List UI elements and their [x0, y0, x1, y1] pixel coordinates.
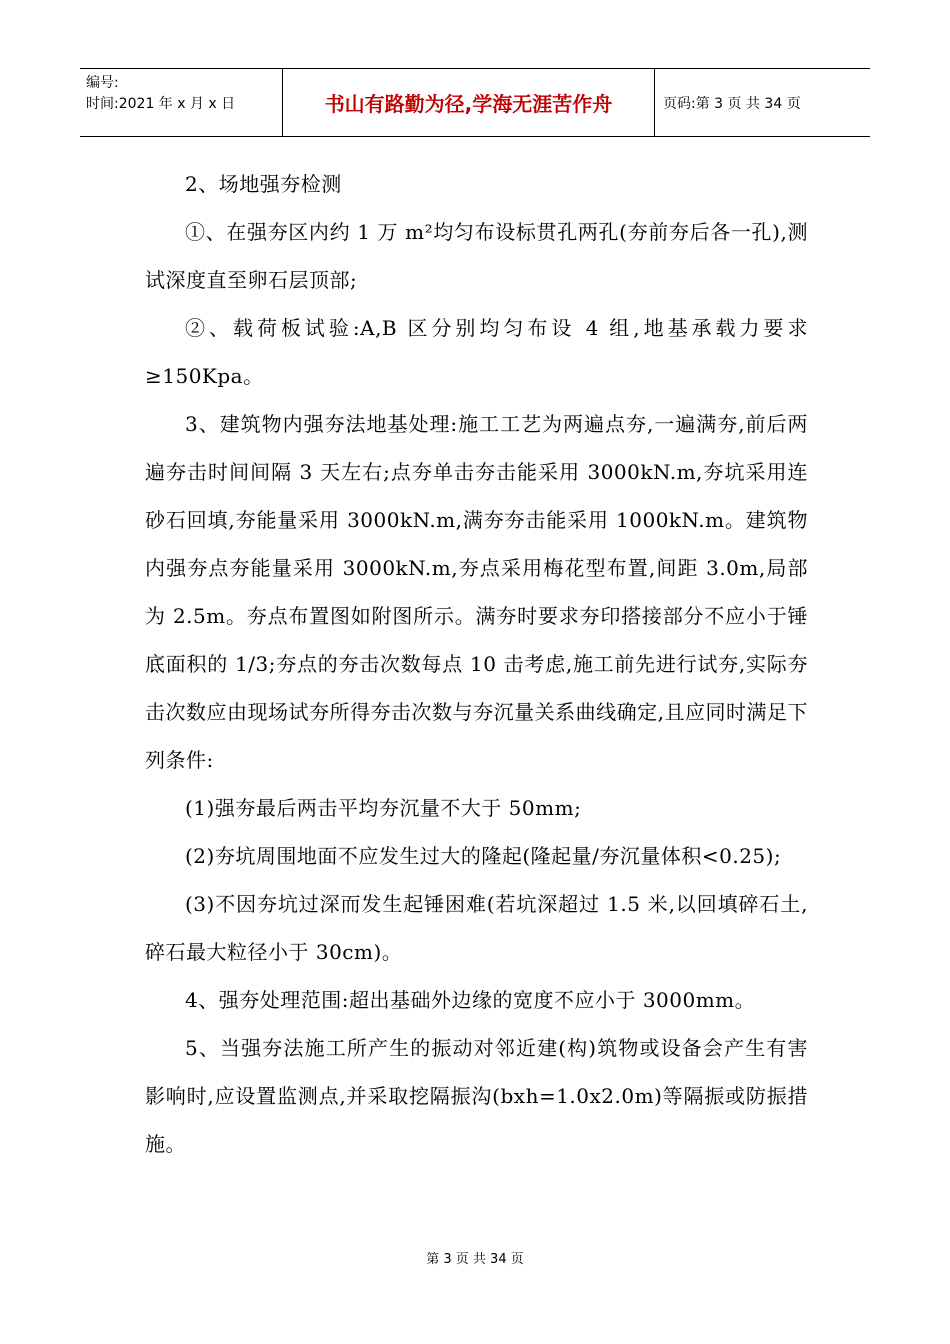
header-left-cell — [80, 69, 283, 136]
header-motto: 书山有路勤为径,学海无涯苦作舟 — [283, 69, 655, 136]
document-date: 时间:2021 年 x 月 x 日 — [86, 96, 236, 112]
paragraph-condition-3: (3)不因夯坑过深而发生起锤困难(若坑深超过 1.5 米,以回填碎石土,碎石最大粒径小于 30cm)。 — [145, 892, 808, 964]
document-code-label: 编号: — [86, 75, 119, 91]
paragraph-condition-2: (2)夯坑周围地面不应发生过大的隆起(隆起量/夯沉量体积<0.25); — [185, 844, 782, 868]
paragraph-section-3: 3、建筑物内强夯法地基处理:施工工艺为两遍点夯,一遍满夯,前后两遍夯击时间间隔 3 天左右;点夯单击夯击能采用 3000kN.m,夯坑采用连砂石回填,夯能量采用 3000kN.m,满夯夯击能采用 1000kN.m。建筑物内强夯点夯能量采用 3000kN.m,夯点采用梅花型布置,间距 3.0m,局部为 2.5m。夯点布置图如附图所示。满夯时要求夯印搭接部分不应小于锤底面积的 1/3;夯点的夯击次数每点 10 击考虑,施工前先进行试夯,实际夯击次数应由现场试夯所得夯击次数与夯沉量关系曲线确定,且应同时满足下列条件: — [145, 412, 808, 772]
paragraph-section-5: 5、当强夯法施工所产生的振动对邻近建(构)筑物或设备会产生有害影响时,应设置监测点,并采取挖隔振沟(bxh=1.0x2.0m)等隔振或防振措施。 — [145, 1036, 808, 1156]
page-footer: 第 3 页 共 34 页 — [426, 1252, 524, 1267]
paragraph-condition-1: (1)强夯最后两击平均夯沉量不大于 50mm; — [185, 796, 582, 820]
paragraph-item-1: ①、在强夯区内约 1 万 m²均匀布设标贯孔两孔(夯前夯后各一孔),测试深度直至卵石层顶部; — [145, 220, 808, 292]
page-header — [80, 68, 870, 137]
paragraph-section-4: 4、强夯处理范围:超出基础外边缘的宽度不应小于 3000mm。 — [185, 988, 756, 1012]
paragraph-item-2: ②、载荷板试验:A,B 区分别均匀布设 4 组,地基承载力要求≥150Kpa。 — [145, 316, 808, 388]
document-body — [145, 160, 808, 1168]
header-page-info: 页码:第 3 页 共 34 页 — [663, 95, 801, 112]
paragraph-section-2-title: 2、场地强夯检测 — [185, 172, 342, 196]
